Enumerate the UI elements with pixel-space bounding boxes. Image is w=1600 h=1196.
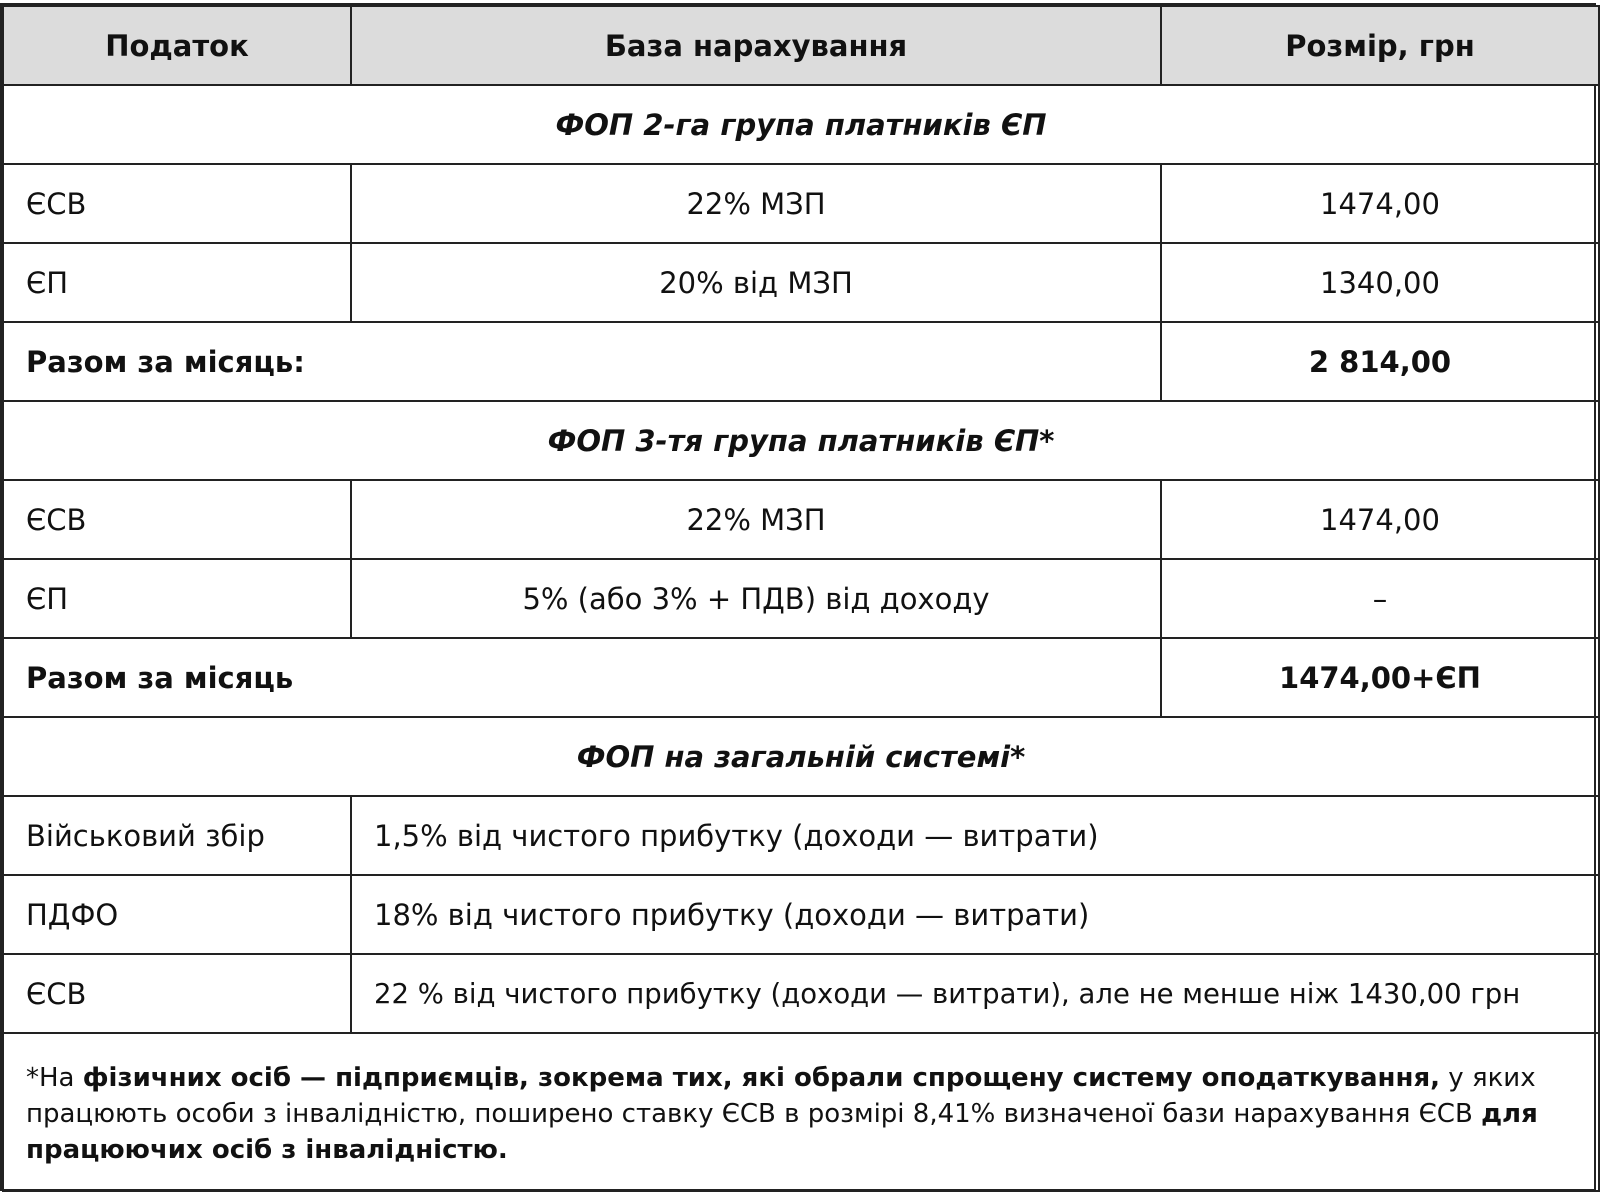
footnote-middle: у яких працюють особи з інвалідністю, поширено ставку ЄСВ в розмірі 8,41% визначеної бази нарахування ЄСВ <box>26 1063 1536 1129</box>
tax-cell: ЄП <box>3 559 351 638</box>
amount-cell: 1340,00 <box>1161 243 1599 322</box>
amount-cell: 1474,00 <box>1161 480 1599 559</box>
table-row <box>3 243 1599 322</box>
footnote-bold-1: фізичних осіб — підприємців, зокрема тих, які обрали спрощену систему оподаткування, <box>82 1063 1441 1093</box>
section-title: ФОП на загальній системі* <box>3 717 1599 796</box>
total-row <box>3 322 1599 401</box>
base-cell: 20% від МЗП <box>351 243 1161 322</box>
tax-cell: Військовий збір <box>3 796 351 875</box>
total-label: Разом за місяць <box>3 638 1161 717</box>
section-title: ФОП 2-га група платників ЄП <box>3 85 1599 164</box>
header-amount: Розмір, грн <box>1161 6 1599 85</box>
tax-cell: ЄП <box>3 243 351 322</box>
total-value: 1474,00+ЄП <box>1161 638 1599 717</box>
footnote-prefix: *На <box>26 1063 83 1093</box>
total-value: 2 814,00 <box>1161 322 1599 401</box>
table-row <box>3 559 1599 638</box>
table-row <box>3 954 1599 1033</box>
base-cell: 22 % від чистого прибутку (доходи — витрати), але не менше ніж 1430,00 грн <box>351 954 1599 1033</box>
footnote <box>3 1033 1599 1191</box>
section-row-general <box>3 717 1599 796</box>
header-tax: Податок <box>3 6 351 85</box>
tax-cell: ЄСВ <box>3 164 351 243</box>
tax-table <box>2 5 1600 1192</box>
base-cell: 22% МЗП <box>351 164 1161 243</box>
tax-table-frame <box>0 3 1596 1191</box>
table-row <box>3 875 1599 954</box>
base-cell: 5% (або 3% + ПДВ) від доходу <box>351 559 1161 638</box>
total-label: Разом за місяць: <box>3 322 1161 401</box>
total-row <box>3 638 1599 717</box>
amount-cell: – <box>1161 559 1599 638</box>
amount-cell: 1474,00 <box>1161 164 1599 243</box>
base-cell: 18% від чистого прибутку (доходи — витрати) <box>351 875 1599 954</box>
tax-cell: ЄСВ <box>3 480 351 559</box>
footnote-row <box>3 1033 1599 1191</box>
header-base: База нарахування <box>351 6 1161 85</box>
section-row-group3 <box>3 401 1599 480</box>
section-row-group2 <box>3 85 1599 164</box>
footnote-bold-2: для працюючих осіб з інвалідністю. <box>26 1099 1538 1165</box>
table-row <box>3 480 1599 559</box>
section-title: ФОП 3-тя група платників ЄП* <box>3 401 1599 480</box>
tax-cell: ЄСВ <box>3 954 351 1033</box>
table-row <box>3 164 1599 243</box>
base-cell: 22% МЗП <box>351 480 1161 559</box>
tax-cell: ПДФО <box>3 875 351 954</box>
base-cell: 1,5% від чистого прибутку (доходи — витрати) <box>351 796 1599 875</box>
table-row <box>3 796 1599 875</box>
table-header-row <box>3 6 1599 85</box>
